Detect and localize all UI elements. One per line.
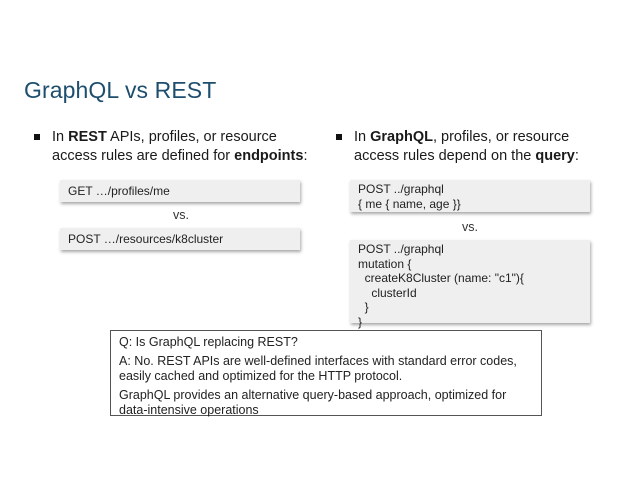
answer-line: A: No. REST APIs are well-defined interfaces with standard error codes, easily cached and optimized for the HTTP protocol.: [119, 353, 517, 383]
graphql-query-code: POST ../graphql { me { name, age }}: [350, 180, 590, 212]
query-keyword: query: [535, 148, 575, 164]
graphql-vs-label: vs.: [462, 220, 478, 234]
graphql-bullet: [336, 128, 616, 166]
rest-bullet: [34, 128, 314, 166]
qa-callout: [110, 330, 542, 416]
rest-get-profile-code: GET …/profiles/me: [60, 180, 300, 202]
graphql-bullet-text: In GraphQL, profiles, or resource access rules depend on the query:: [354, 129, 579, 164]
rest-bullet-text: In REST APIs, profiles, or resource access rules are defined for endpoints:: [52, 129, 308, 164]
bullet-marker-icon: [34, 134, 40, 140]
slide-title: GraphQL vs REST: [24, 77, 217, 103]
graphql-mutation-code: POST ../graphql mutation { createK8Cluster (name: "c1"){ clusterId } }: [350, 240, 590, 323]
question-line: Q: Is GraphQL replacing REST?: [119, 335, 298, 349]
rest-post-resource-code: POST …/resources/k8cluster: [60, 228, 300, 250]
rest-vs-label: vs.: [173, 208, 189, 222]
bullet-marker-icon: [336, 134, 342, 140]
endpoints-keyword: endpoints: [234, 148, 304, 164]
graphql-keyword: GraphQL: [370, 129, 433, 145]
graphql-note: GraphQL provides an alternative query-based approach, optimized for data-intensive operations: [119, 387, 507, 417]
rest-keyword: REST: [68, 129, 107, 145]
